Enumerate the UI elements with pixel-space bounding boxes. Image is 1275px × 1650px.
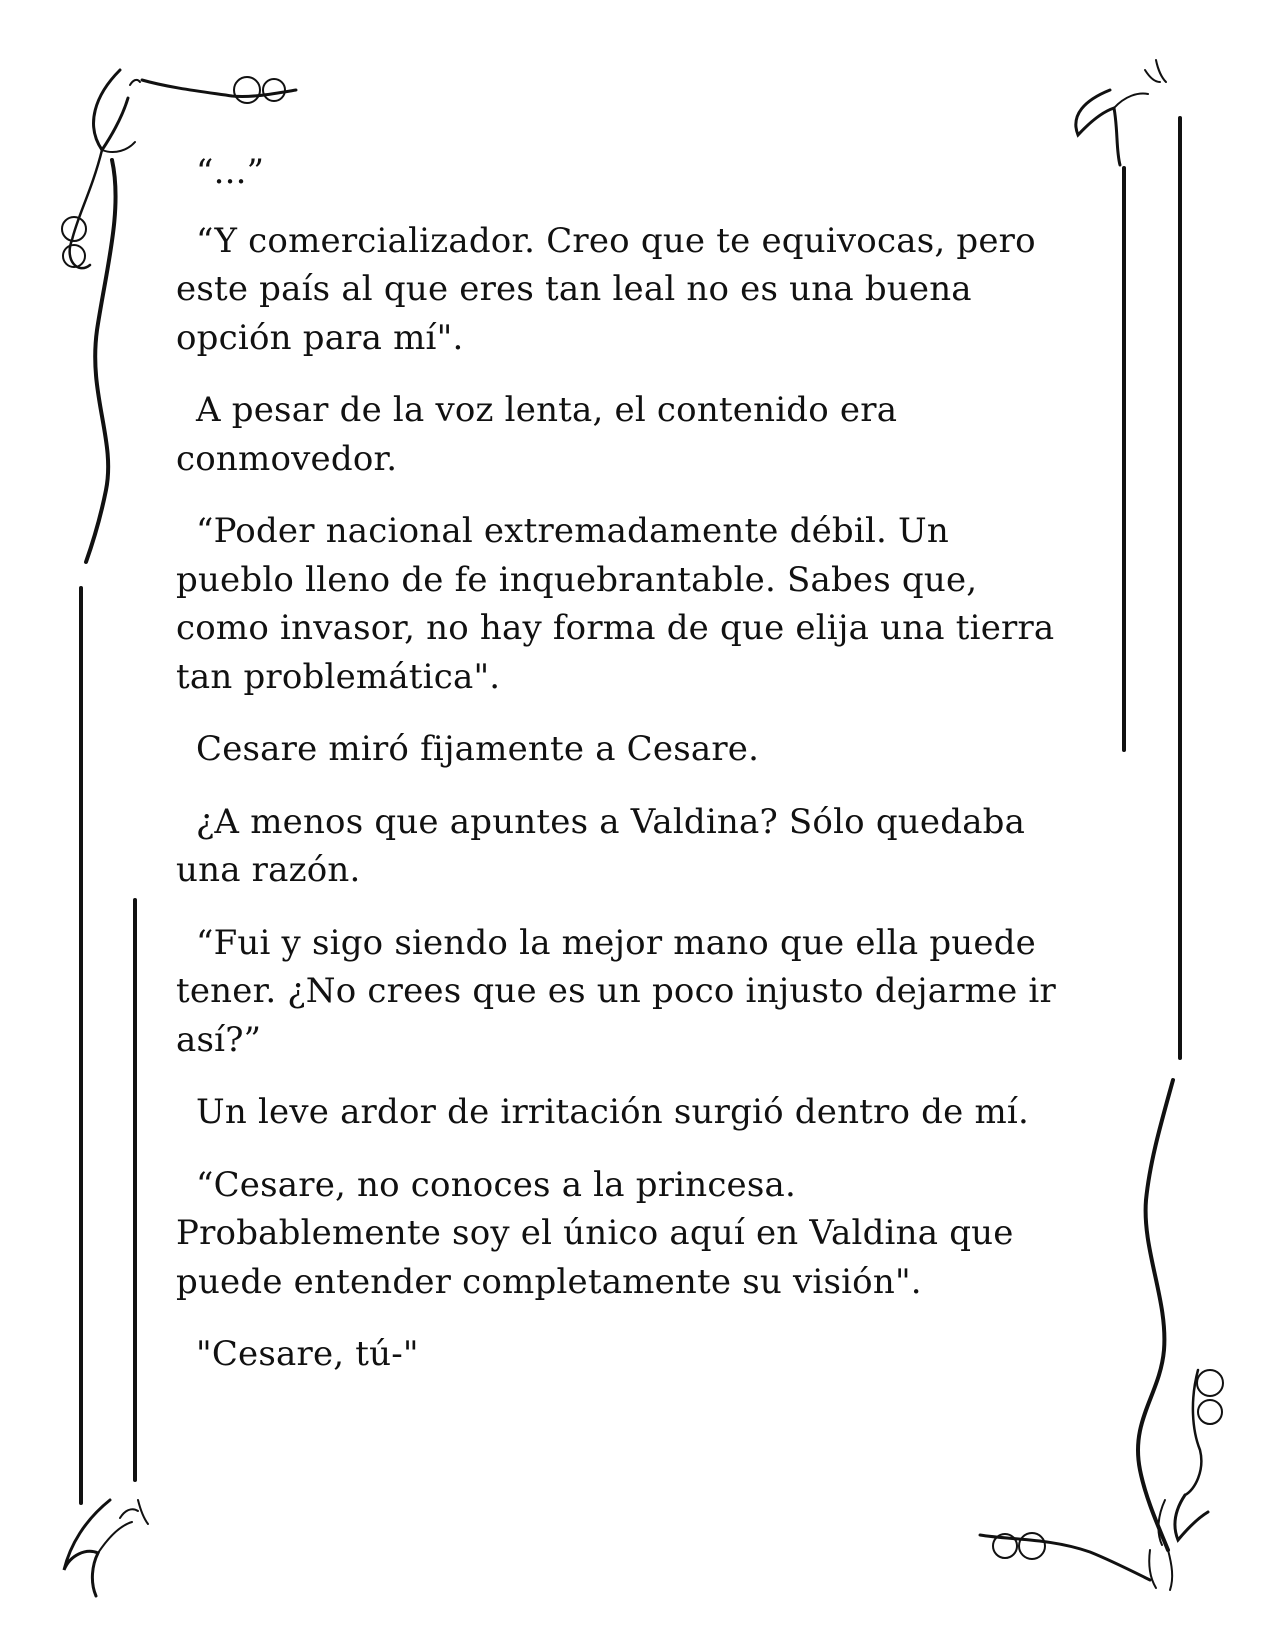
paragraph: Cesare miró fijamente a Cesare. — [196, 729, 760, 769]
flourish-top-right-icon — [1076, 60, 1166, 165]
paragraph: Un leve ardor de irritación surgió dentro de mí. — [196, 1092, 1029, 1132]
paragraph: “Poder nacional extremadamente débil. Un pueblo lleno de fe inquebrantable. Sabes que, como invasor, no hay forma de que elija una tierra tan problemática". — [176, 511, 1055, 697]
paragraph: ¿A menos que apuntes a Valdina? Sólo quedaba una razón. — [176, 801, 1026, 890]
paragraph: “Cesare, no conoces a la princesa. Probablemente soy el único aquí en Valdina que puede entender completamente su visión". — [176, 1164, 1014, 1302]
paragraph: “Fui y sigo siendo la mejor mano que ella puede tener. ¿No crees que es un poco injusto dejarme ir así?” — [176, 922, 1056, 1060]
paragraph: “...” — [196, 152, 265, 192]
flourish-bottom-left-icon — [64, 1500, 148, 1596]
paragraph: A pesar de la voz lenta, el contenido era conmovedor. — [176, 390, 898, 479]
page-body — [176, 148, 1066, 1403]
paragraph: “Y comercializador. Creo que te equivocas, pero este país al que eres tan leal no es una buena opción para mí". — [176, 220, 1036, 358]
paragraph: "Cesare, tú-" — [196, 1334, 419, 1374]
